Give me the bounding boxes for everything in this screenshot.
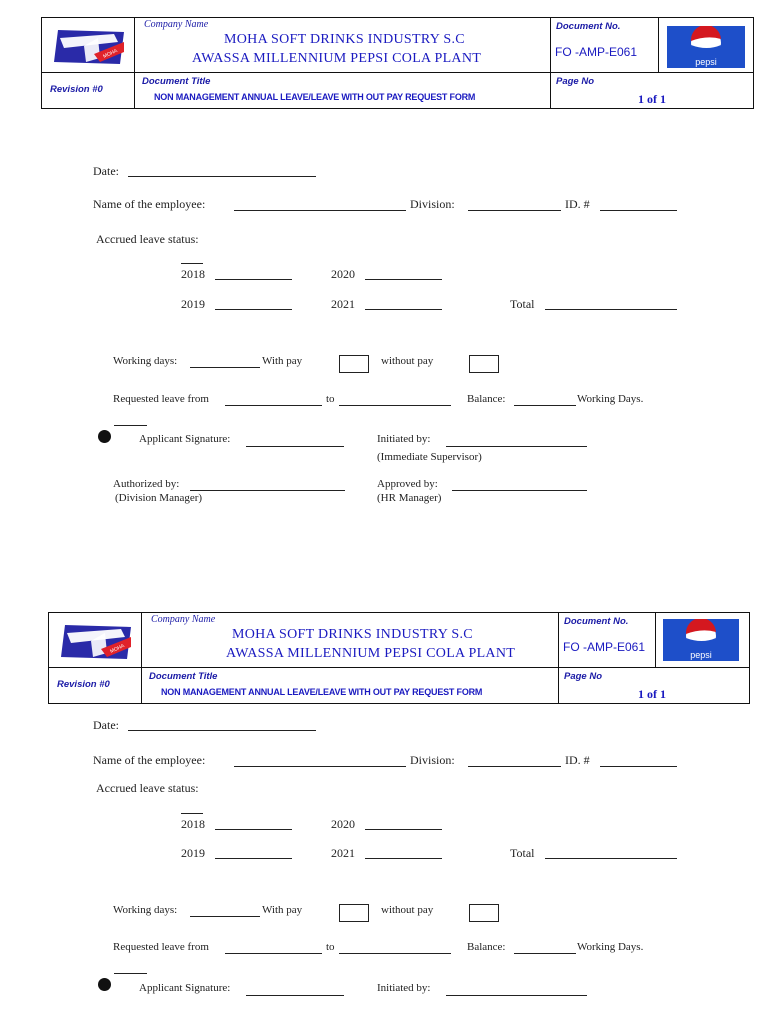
svg-text:MOHA: MOHA: [109, 643, 126, 655]
company-line-2: AWASSA MILLENNIUM PEPSI COLA PLANT: [226, 646, 516, 661]
date-label: Date:: [93, 718, 119, 732]
requested-from-label: Requested leave from: [113, 941, 209, 953]
company-line-1: MOHA SOFT DRINKS INDUSTRY S.C: [232, 627, 473, 642]
with-pay-checkbox[interactable]: [339, 904, 369, 922]
id-field[interactable]: [600, 210, 677, 211]
year-2021-label: 2021: [331, 297, 355, 311]
with-pay-label: With pay: [262, 355, 303, 367]
date-field[interactable]: [128, 176, 316, 177]
working-days-field[interactable]: [190, 916, 260, 917]
to-label: to: [326, 393, 335, 405]
decorative-line: [114, 973, 147, 974]
year-2020-field[interactable]: [365, 279, 442, 280]
division-manager-label: (Division Manager): [115, 492, 203, 504]
applicant-signature-field[interactable]: [246, 995, 344, 996]
decorative-line: [181, 813, 203, 814]
without-pay-label: without pay: [381, 355, 434, 367]
balance-field[interactable]: [514, 405, 576, 406]
id-field[interactable]: [600, 766, 677, 767]
initiated-by-field[interactable]: [446, 446, 587, 447]
svg-text:pepsi: pepsi: [690, 650, 712, 660]
working-days-label: Working days:: [113, 904, 178, 916]
applicant-signature-label: Applicant Signature:: [139, 433, 231, 445]
company-name-label: Company Name: [144, 19, 209, 30]
division-label: Division:: [410, 753, 455, 767]
company-line-2: AWASSA MILLENNIUM PEPSI COLA PLANT: [192, 51, 482, 66]
balance-label: Balance:: [467, 941, 506, 953]
accrued-leave-label: Accrued leave status:: [96, 232, 199, 246]
company-line-1: MOHA SOFT DRINKS INDUSTRY S.C: [224, 32, 465, 47]
year-2018-field[interactable]: [215, 279, 292, 280]
balance-label: Balance:: [467, 393, 506, 405]
page-no-label: Page No: [564, 671, 603, 682]
id-label: ID. #: [565, 197, 590, 211]
requested-to-field[interactable]: [339, 953, 451, 954]
document-no: FO -AMP-E061: [563, 640, 646, 654]
year-2021-field[interactable]: [365, 858, 442, 859]
employee-name-field[interactable]: [234, 210, 406, 211]
year-2018-label: 2018: [181, 817, 205, 831]
year-2021-field[interactable]: [365, 309, 442, 310]
revision: Revision #0: [57, 679, 110, 690]
revision: Revision #0: [50, 84, 103, 95]
year-2018-label: 2018: [181, 267, 205, 281]
working-days-field[interactable]: [190, 367, 260, 368]
document-header: [41, 17, 754, 109]
total-field[interactable]: [545, 858, 677, 859]
requested-from-label: Requested leave from: [113, 393, 209, 405]
year-2018-field[interactable]: [215, 829, 292, 830]
year-2020-field[interactable]: [365, 829, 442, 830]
approved-by-label: Approved by:: [377, 478, 438, 490]
division-field[interactable]: [468, 766, 561, 767]
year-2020-label: 2020: [331, 267, 355, 281]
without-pay-checkbox[interactable]: [469, 904, 499, 922]
applicant-signature-field[interactable]: [246, 446, 344, 447]
document-no-label: Document No.: [564, 616, 629, 627]
hr-manager-label: (HR Manager): [377, 492, 442, 504]
division-field[interactable]: [468, 210, 561, 211]
year-2019-field[interactable]: [215, 309, 292, 310]
to-label: to: [326, 941, 335, 953]
pepsi-logo: [667, 26, 745, 68]
document-title-label: Document Title: [142, 76, 211, 87]
working-days-suffix: Working Days.: [577, 941, 644, 953]
total-label: Total: [510, 846, 535, 860]
working-days-label: Working days:: [113, 355, 178, 367]
division-label: Division:: [410, 197, 455, 211]
year-2020-label: 2020: [331, 817, 355, 831]
company-logo: [61, 623, 133, 661]
initiated-by-label: Initiated by:: [377, 982, 431, 994]
total-label: Total: [510, 297, 535, 311]
approved-by-field[interactable]: [452, 490, 587, 491]
page-no: 1 of 1: [638, 92, 666, 106]
company-logo: [54, 28, 126, 66]
immediate-supervisor-label: (Immediate Supervisor): [377, 451, 482, 463]
document-title: NON MANAGEMENT ANNUAL LEAVE/LEAVE WITH OUT PAY REQUEST FORM: [161, 687, 483, 697]
requested-to-field[interactable]: [339, 405, 451, 406]
initiated-by-field[interactable]: [446, 995, 587, 996]
total-field[interactable]: [545, 309, 677, 310]
initiated-by-label: Initiated by:: [377, 433, 431, 445]
document-header: [48, 612, 750, 704]
with-pay-label: With pay: [262, 904, 303, 916]
requested-from-field[interactable]: [225, 405, 322, 406]
without-pay-checkbox[interactable]: [469, 355, 499, 373]
balance-field[interactable]: [514, 953, 576, 954]
document-title-label: Document Title: [149, 671, 218, 682]
document-no: FO -AMP-E061: [555, 45, 638, 59]
authorized-by-label: Authorized by:: [113, 478, 180, 490]
without-pay-label: without pay: [381, 904, 434, 916]
accrued-leave-label: Accrued leave status:: [96, 781, 199, 795]
year-2019-label: 2019: [181, 846, 205, 860]
document-title: NON MANAGEMENT ANNUAL LEAVE/LEAVE WITH OUT PAY REQUEST FORM: [154, 92, 476, 102]
authorized-by-field[interactable]: [190, 490, 345, 491]
svg-text:pepsi: pepsi: [695, 57, 717, 67]
requested-from-field[interactable]: [225, 953, 322, 954]
bullet-icon: [98, 430, 111, 443]
svg-text:MOHA: MOHA: [102, 48, 119, 60]
page-no: 1 of 1: [638, 687, 666, 701]
document-no-label: Document No.: [556, 21, 621, 32]
company-name-label: Company Name: [151, 614, 216, 625]
decorative-line: [114, 425, 147, 426]
year-2019-label: 2019: [181, 297, 205, 311]
applicant-signature-label: Applicant Signature:: [139, 982, 231, 994]
page-no-label: Page No: [556, 76, 595, 87]
employee-name-label: Name of the employee:: [93, 753, 206, 767]
with-pay-checkbox[interactable]: [339, 355, 369, 373]
employee-name-label: Name of the employee:: [93, 197, 206, 211]
working-days-suffix: Working Days.: [577, 393, 644, 405]
decorative-line: [181, 263, 203, 264]
year-2021-label: 2021: [331, 846, 355, 860]
year-2019-field[interactable]: [215, 858, 292, 859]
date-field[interactable]: [128, 730, 316, 731]
id-label: ID. #: [565, 753, 590, 767]
pepsi-logo: [663, 619, 739, 661]
date-label: Date:: [93, 164, 119, 178]
bullet-icon: [98, 978, 111, 991]
employee-name-field[interactable]: [234, 766, 406, 767]
